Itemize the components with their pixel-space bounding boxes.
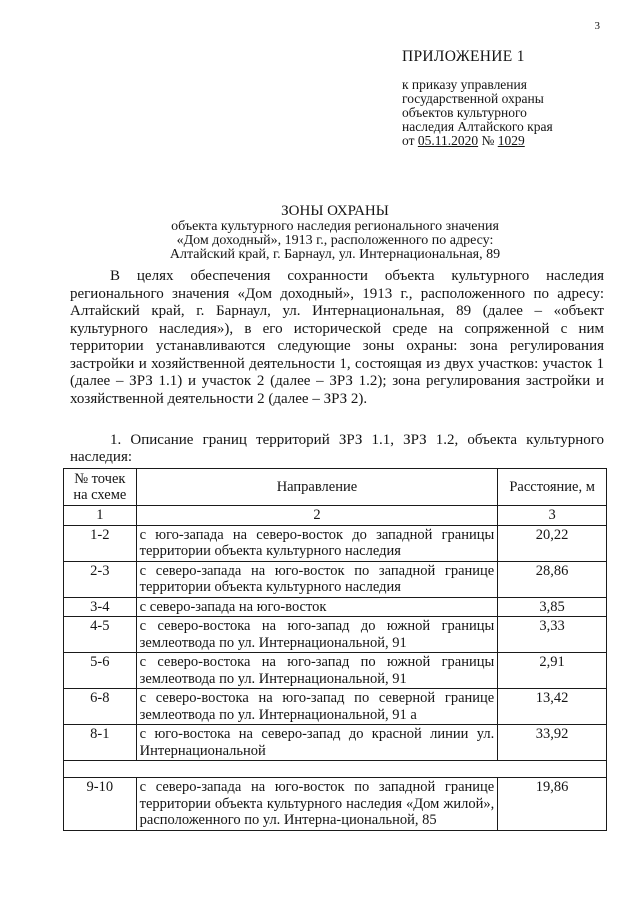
column-number: 3	[498, 506, 607, 526]
document-title	[70, 204, 600, 262]
distance-cell: 3,33	[498, 617, 607, 653]
distance-cell: 19,86	[498, 778, 607, 831]
points-cell: 4-5	[64, 617, 137, 653]
direction-cell: с юго-востока на северо-запад до красной линии ул. Интернациональной	[136, 725, 498, 761]
table-row	[64, 653, 607, 689]
distance-cell: 13,42	[498, 689, 607, 725]
table-row	[64, 597, 607, 617]
distance-cell: 28,86	[498, 561, 607, 597]
distance-cell: 33,92	[498, 725, 607, 761]
table-row	[64, 617, 607, 653]
title-line: «Дом доходный», 1913 г., расположенного по адресу:	[176, 233, 494, 248]
appendix-block	[402, 50, 612, 148]
table-row	[64, 725, 607, 761]
column-number-row	[64, 506, 607, 526]
order-date: 05.11.2020	[417, 133, 479, 148]
date-prefix: от	[402, 133, 415, 148]
table-row	[64, 689, 607, 725]
table-row	[64, 561, 607, 597]
page-number: 3	[594, 20, 600, 32]
table-row	[64, 778, 607, 831]
points-cell: 1-2	[64, 525, 137, 561]
header-distance: Расстояние, м	[498, 469, 607, 506]
direction-cell: с северо-востока на юго-запад по южной границы землеотвода по ул. Интернациональной, 91	[136, 653, 498, 689]
number-sign: №	[481, 133, 495, 148]
intro-paragraph: В целях обеспечения сохранности объекта культурного наследия регионального значения «Дом доходный», 1913 г., расположенного по адресу: Алтайский край, г. Барнаул, ул. Интернациональная, 89 (далее – «объект культурного наследия»), в его исторической среде на сопряженной с ним территории устанавливаются следующие зоны охраны: зона регулирования застройки и хозяйственной деятельности 1, состоящая из двух участков: участок 1 (далее – ЗРЗ 1.1) и участок 2 (далее – ЗРЗ 1.2); зона регулирования застройки и хозяйственной деятельности 2 (далее – ЗРЗ 2).	[70, 268, 604, 407]
distance-cell: 2,91	[498, 653, 607, 689]
title-line: объекта культурного наследия регионального значения	[171, 219, 499, 234]
distance-cell: 20,22	[498, 525, 607, 561]
header-points: № точек на схеме	[64, 469, 137, 506]
empty-separator-row	[64, 761, 607, 778]
table-row	[64, 525, 607, 561]
direction-cell: с северо-востока на юго-запад по северной границе землеотвода по ул. Интернациональной, 91 а	[136, 689, 498, 725]
title-main: ЗОНЫ ОХРАНЫ	[281, 203, 389, 219]
header-direction: Направление	[136, 469, 498, 506]
appendix-title: ПРИЛОЖЕНИЕ 1	[402, 48, 525, 65]
points-cell: 5-6	[64, 653, 137, 689]
points-cell: 9-10	[64, 778, 137, 831]
points-cell: 6-8	[64, 689, 137, 725]
direction-cell: с северо-востока на юго-запад до южной границы землеотвода по ул. Интернациональной, 91	[136, 617, 498, 653]
points-cell: 8-1	[64, 725, 137, 761]
direction-cell: с северо-запада на юго-восток по западной границе территории объекта культурного наследия	[136, 561, 498, 597]
direction-cell: с юго-запада на северо-восток до западной границы территории объекта культурного наследия	[136, 525, 498, 561]
table-header-row	[64, 469, 607, 506]
appendix-line: наследия Алтайского края	[402, 119, 553, 134]
column-number: 1	[64, 506, 137, 526]
section-heading: 1. Описание границ территорий ЗРЗ 1.1, ЗРЗ 1.2, объекта культурного наследия:	[70, 432, 604, 465]
direction-cell: с северо-запада на юго-восток по западной границе территории объекта культурного наследия «Дом жилой», расположенного по ул. Интерна-циональной, 85	[136, 778, 498, 831]
direction-cell: с северо-запада на юго-восток	[136, 597, 498, 617]
order-date-number	[402, 134, 612, 148]
distance-cell: 3,85	[498, 597, 607, 617]
column-number: 2	[136, 506, 498, 526]
appendix-line: государственной охраны	[402, 91, 544, 106]
appendix-line: объектов культурного	[402, 105, 527, 120]
boundary-table	[63, 468, 607, 831]
title-line: Алтайский край, г. Барнаул, ул. Интернациональная, 89	[169, 247, 501, 262]
points-cell: 2-3	[64, 561, 137, 597]
appendix-line: к приказу управления	[402, 77, 527, 92]
empty-cell	[64, 761, 607, 778]
points-cell: 3-4	[64, 597, 137, 617]
order-number: 1029	[497, 133, 525, 148]
